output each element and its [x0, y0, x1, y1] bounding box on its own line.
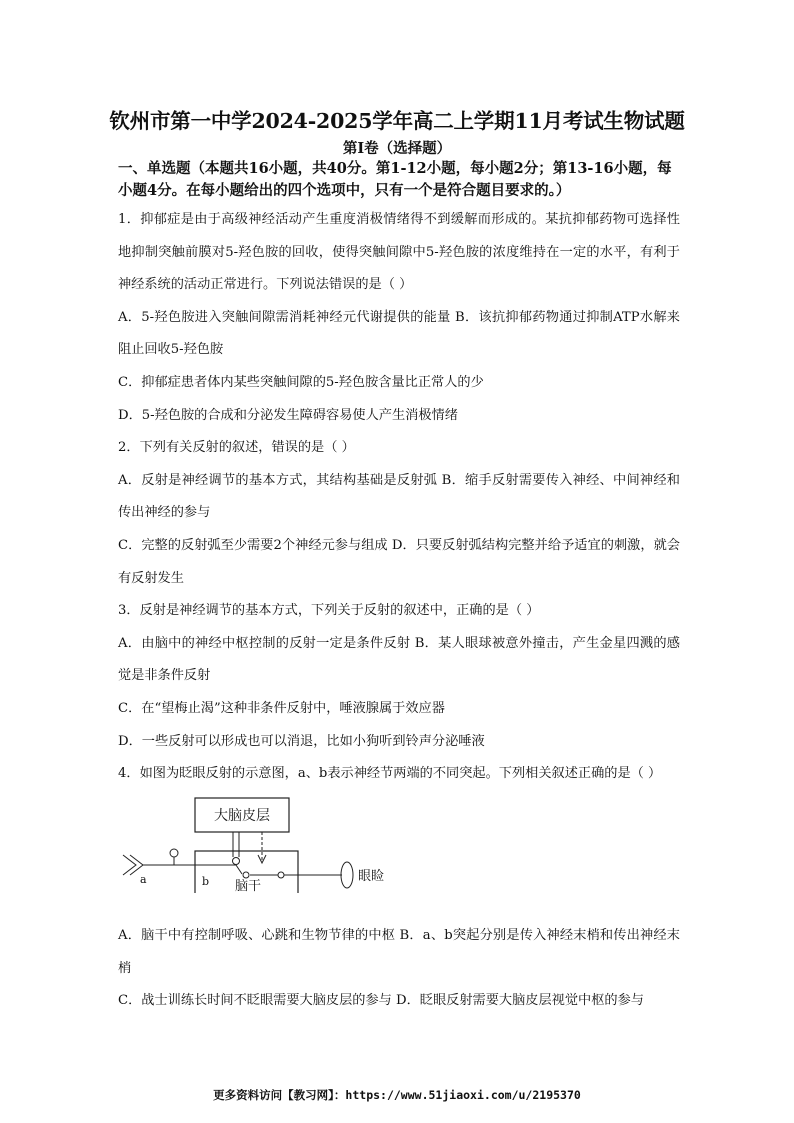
question-2-option-cd: C．完整的反射弧至少需要2个神经元参与组成 D．只要反射弧结构完整并给予适宜的刺激，就会有反射发生	[118, 537, 680, 586]
exam-title: 钦州市第一中学2024-2025学年高二上学期11月考试生物试题	[109, 109, 685, 133]
question-4-option-cd: C．战士训练长时间不眨眼需要大脑皮层的参与 D．眨眼反射需要大脑皮层视觉中枢的参与	[118, 993, 644, 1009]
eyelid-label: 眼睑	[358, 869, 385, 884]
question-4-stem: 4．如图为眨眼反射的示意图，a、b表示神经节两端的不同突起。下列相关叙述正确的是（ ）	[118, 766, 662, 782]
volume-heading: 第Ⅰ卷（选择题）	[342, 140, 452, 157]
question-4-option-ab: A．脑干中有控制呼吸、心跳和生物节律的中枢 B．a、b突起分别是传入神经末梢和传出神经末梢	[118, 928, 680, 976]
footer-link[interactable]: 更多资料访问【教习网】：https://www.51jiaoxi.com/u/2195370	[213, 1088, 581, 1102]
questions-block	[118, 204, 680, 791]
section-heading: 一、单选题（本题共16小题，共40分。第1-12小题，每小题2分；第13-16小题，每小题4分。在每小题给出的四个选项中，只有一个是符合题目要求的。）	[118, 160, 672, 199]
question-2-option-ab: A．反射是神经调节的基本方式，其结构基础是反射弧 B．缩手反射需要传入神经、中间神经和传出神经的参与	[118, 472, 680, 521]
question-1-option-c: C．抑郁症患者体内某些突触间隙的5-羟色胺含量比正常人的少	[118, 374, 484, 390]
question-3-option-ab: A．由脑中的神经中枢控制的反射一定是条件反射 B．某人眼球被意外撞击，产生金星四溅的感觉是非条件反射	[118, 635, 680, 684]
question-3-stem: 3．反射是神经调节的基本方式，下列关于反射的叙述中，正确的是（ ）	[118, 603, 540, 619]
label-a: a	[140, 873, 147, 886]
question-1-option-d: D．5-羟色胺的合成和分泌发生障碍容易使人产生消极情绪	[118, 407, 458, 423]
question-1-option-ab: A．5-羟色胺进入突触间隙需消耗神经元代谢提供的能量 B．该抗抑郁药物通过抑制ATP水解来阻止回收5-羟色胺	[118, 309, 680, 358]
question-3-option-c: C．在“望梅止渴”这种非条件反射中，唾液腺属于效应器	[118, 700, 445, 716]
eyelid-shape	[341, 862, 353, 888]
label-b: b	[202, 875, 210, 888]
question-4-options	[118, 920, 680, 1018]
brainstem-label: 脑干	[234, 879, 262, 893]
cortex-label: 大脑皮层	[214, 808, 270, 824]
question-3-option-d: D．一些反射可以形成也可以消退，比如小狗听到铃声分泌唾液	[118, 733, 485, 749]
blink-reflex-diagram	[118, 793, 398, 893]
question-2-stem: 2．下列有关反射的叙述，错误的是（ ）	[118, 440, 355, 456]
question-1-stem: 1．抑郁症是由于高级神经活动产生重度消极情绪得不到缓解而形成的。某抗抑郁药物可选择性地抑制突触前膜对5-羟色胺的回收，使得突触间隙中5-羟色胺的浓度维持在一定的水平，有利于神经系统的活动正常进行。下列说法错误的是（ ）	[118, 212, 680, 293]
